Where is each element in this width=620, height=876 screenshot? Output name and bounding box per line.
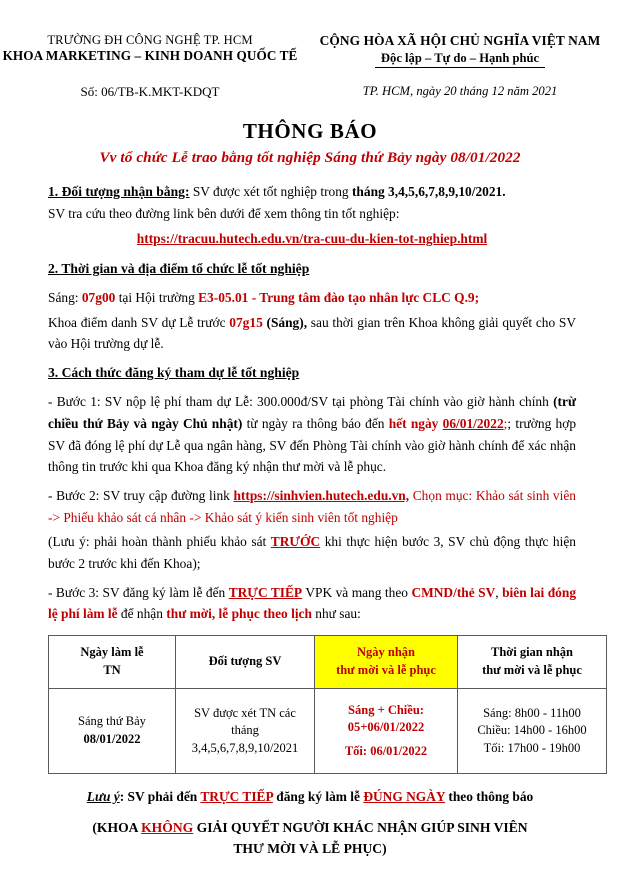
step-3-emphasis-direct: TRỰC TIẾP <box>228 584 303 600</box>
faculty-name: KHOA MARKETING – KINH DOANH QUỐC TẾ <box>2 48 298 64</box>
step-1-text-c: ; trường hợp SV đã đóng lệ phí dự Lễ qua ngân hàng, SV đến Phòng Tài chính vào giờ hành chính để xác nhận thông tin trước khi qua Khoa đăng ký nhận thư mời và lễ phục. <box>48 415 577 475</box>
section-2-heading-paragraph <box>48 258 576 280</box>
student-portal-link[interactable]: https://sinhvien.hutech.edu.vn, <box>233 487 410 503</box>
cell-student-group-line-1: SV được xét TN các <box>194 705 296 720</box>
university-name: TRƯỜNG ĐH CÔNG NGHỆ TP. HCM <box>47 33 253 47</box>
table-header-pickup-time <box>458 636 607 689</box>
header-pickup-date-line-2: thư mời và lễ phục <box>336 663 436 678</box>
ceremony-venue: E3-05.01 - Trung tâm đào tạo nhân lực CLC Q.9; <box>198 290 480 305</box>
section-1-months: tháng 3,4,5,6,7,8,9,10/2021. <box>351 184 506 200</box>
important-note <box>30 786 590 807</box>
header-pickup-date-line-1: Ngày nhận <box>356 645 415 660</box>
step-1-text-a: - Bước 1: SV nộp lệ phí tham dự Lễ: 300.000đ/SV tại phòng Tài chính vào giờ hành chính <box>48 394 554 410</box>
step-2-paragraph <box>48 485 576 528</box>
note-lead-label: Lưu ý <box>86 789 120 805</box>
step-1-deadline-date: 06/01/2022 <box>442 415 504 431</box>
note-text-a: : SV phải đến <box>119 789 201 805</box>
cell-pickup-time-line-1: Sáng: 8h00 - 11h00 <box>483 705 581 720</box>
step-3-id-required: CMND/thẻ SV <box>411 584 496 600</box>
section-3-heading: 3. Cách thức đăng ký tham dự lễ tốt nghiệp <box>48 365 300 381</box>
step-1-paragraph: - Bước 1: SV nộp lệ phí tham dự Lễ: 300.000đ/SV tại phòng Tài chính vào giờ hành chính (trừ chiều thứ Bảy và ngày Chủ nhật) từ ngày ra thông báo đến hết ngày 06/01/2022;; trường hợp SV đã đóng lệ phí dự Lễ qua ngân hàng, SV đến Phòng Tài chính vào giờ hành chính để xác nhận thông tin trước khi qua Khoa đăng ký nhận thư mời và lễ phục. <box>48 394 577 475</box>
national-motto: Độc lập – Tự do – Hạnh phúc <box>375 50 545 68</box>
cell-pickup-time-line-3: Tối: 17h00 - 19h00 <box>483 741 581 756</box>
graduation-lookup-link[interactable]: https://tracuu.hutech.edu.vn/tra-cuu-du-kien-tot-nghiep.html <box>136 230 488 246</box>
cell-student-group <box>176 689 315 774</box>
step-2-note-a: (Lưu ý: phải hoàn thành phiếu khảo sát <box>48 534 271 550</box>
step-2-path: Chọn mục: Khảo sát sinh viên -> Phiếu khảo sát cá nhân -> Khảo sát ý kiến sinh viên tốt nghiệp <box>48 487 576 525</box>
cell-pickup-date-line-3: Tối: 06/01/2022 <box>344 744 428 759</box>
cell-student-group-line-2: tháng <box>231 723 259 738</box>
letterhead-right <box>300 32 620 68</box>
section-2-line-2 <box>48 312 576 355</box>
rollcall-text-a: Khoa điểm danh SV dự Lễ trước <box>48 314 230 330</box>
step-3-items-received: thư mời, lễ phục theo lịch <box>166 606 312 622</box>
schedule-table-head <box>49 636 607 689</box>
lookup-link-line <box>48 231 576 247</box>
table-header-ceremony-date <box>49 636 176 689</box>
footer-warning <box>30 817 590 838</box>
section-2-line-1 <box>48 287 576 309</box>
step-1-exception: (trừ chiều thứ Bảy và ngày Chủ nhật) <box>48 394 576 431</box>
note-text-c: theo thông báo <box>445 789 534 805</box>
document-number: Số: 06/TB-K.MKT-KDQT <box>80 84 220 100</box>
document-meta-line <box>0 84 620 100</box>
section-1-text-a: SV được xét tốt nghiệp trong <box>189 184 352 200</box>
header-ceremony-date-line-1: Ngày làm lễ <box>80 645 144 660</box>
cell-ceremony-date-line-1: Sáng thứ Bảy <box>78 714 146 729</box>
cell-pickup-date <box>315 689 458 774</box>
header-ceremony-date-line-2: TN <box>103 663 121 678</box>
warning-emphasis-no: KHÔNG <box>141 819 194 835</box>
table-header-row <box>49 636 607 689</box>
cell-student-group-line-3: 3,4,5,6,7,8,9,10/2021 <box>191 741 299 756</box>
rollcall-session: (Sáng), <box>266 314 308 330</box>
header-pickup-time-line-2: thư mời và lễ phục <box>482 663 582 678</box>
document-body <box>0 181 620 625</box>
footer-notes <box>0 786 620 859</box>
header-pickup-time-line-1: Thời gian nhận <box>491 645 573 660</box>
step-3-text-a: - Bước 3: SV đăng ký làm lễ đến <box>48 584 229 600</box>
letterhead <box>0 0 620 68</box>
national-title: CỘNG HÒA XÃ HỘI CHỦ NGHĨA VIỆT NAM <box>319 33 601 48</box>
step-3-text-b: VPK và mang theo <box>302 584 412 600</box>
ceremony-start-time: 07g00 <box>81 290 116 305</box>
section-2-heading: 2. Thời gian và địa điểm tổ chức lễ tốt nghiệp <box>48 260 310 276</box>
section-3-heading-paragraph <box>48 362 576 384</box>
header-student-group-line-1: Đối tượng SV <box>208 654 282 669</box>
title-block <box>0 119 620 167</box>
rollcall-text-c: sau thời gian trên Khoa không giải quyết cho SV vào Hội trường dự lễ. <box>48 314 576 352</box>
schedule-table <box>48 635 607 774</box>
section-2-mid: tại Hội trường <box>115 290 199 305</box>
schedule-table-wrapper <box>0 635 620 774</box>
table-header-student-group <box>176 636 315 689</box>
step-3-text-c: , <box>495 584 503 600</box>
section-1-heading: 1. Đối tượng nhận bằng: <box>48 184 190 200</box>
document-date: TP. HCM, ngày 20 tháng 12 năm 2021 <box>362 84 558 99</box>
step-3-text-d: để nhận <box>117 606 167 622</box>
table-row <box>49 689 607 774</box>
schedule-table-body <box>49 689 607 774</box>
warning-text-a: (KHOA <box>92 819 142 835</box>
cell-ceremony-date <box>49 689 176 774</box>
letterhead-left <box>0 32 300 68</box>
step-2-note-emphasis: TRƯỚC <box>270 534 321 550</box>
step-3-receipt-required: biên lai đóng lệ phí làm lễ <box>48 584 577 622</box>
step-2-note-b: khi thực hiện bước 3, SV chủ động thực hiện bước 2 trước khi đến Khoa); <box>48 534 576 572</box>
warning-text-b: GIẢI QUYẾT NGƯỜI KHÁC NHẬN GIÚP SINH VIÊN <box>193 819 528 835</box>
step-1-deadline-label: hết ngày <box>388 415 439 431</box>
cell-pickup-time <box>458 689 607 774</box>
step-3-text-e: như sau: <box>311 606 361 622</box>
page-title: THÔNG BÁO <box>242 119 378 144</box>
section-1-paragraph <box>48 181 576 203</box>
step-2-note <box>48 531 576 574</box>
note-emphasis-onday: ĐÚNG NGÀY <box>363 789 446 805</box>
footer-warning-line-2: THƯ MỜI VÀ LỄ PHỤC) <box>233 840 387 856</box>
rollcall-time: 07g15 <box>229 314 263 330</box>
cell-ceremony-date-line-2: 08/01/2022 <box>83 732 141 747</box>
page-subtitle: Vv tổ chức Lễ trao bằng tốt nghiệp Sáng thứ Bảy ngày 08/01/2022 <box>99 149 521 167</box>
step-3-paragraph <box>48 582 576 625</box>
note-text-b: đăng ký làm lễ <box>272 789 364 805</box>
cell-pickup-date-line-1: Sáng + Chiều: <box>348 702 424 717</box>
cell-pickup-date-line-2: 05+06/01/2022 <box>347 720 425 735</box>
cell-pickup-time-line-2: Chiều: 14h00 - 16h00 <box>477 723 587 738</box>
section-2-prefix: Sáng: <box>48 290 82 305</box>
step-1-text-b: từ ngày ra thông báo đến <box>242 415 389 431</box>
table-header-pickup-date <box>315 636 458 689</box>
section-1-text-b: SV tra cứu theo đường link bên dưới để xem thông tin tốt nghiệp: <box>48 206 400 222</box>
step-2-text-a: - Bước 2: SV truy cập đường link <box>48 487 234 503</box>
note-emphasis-direct: TRỰC TIẾP <box>200 789 273 805</box>
